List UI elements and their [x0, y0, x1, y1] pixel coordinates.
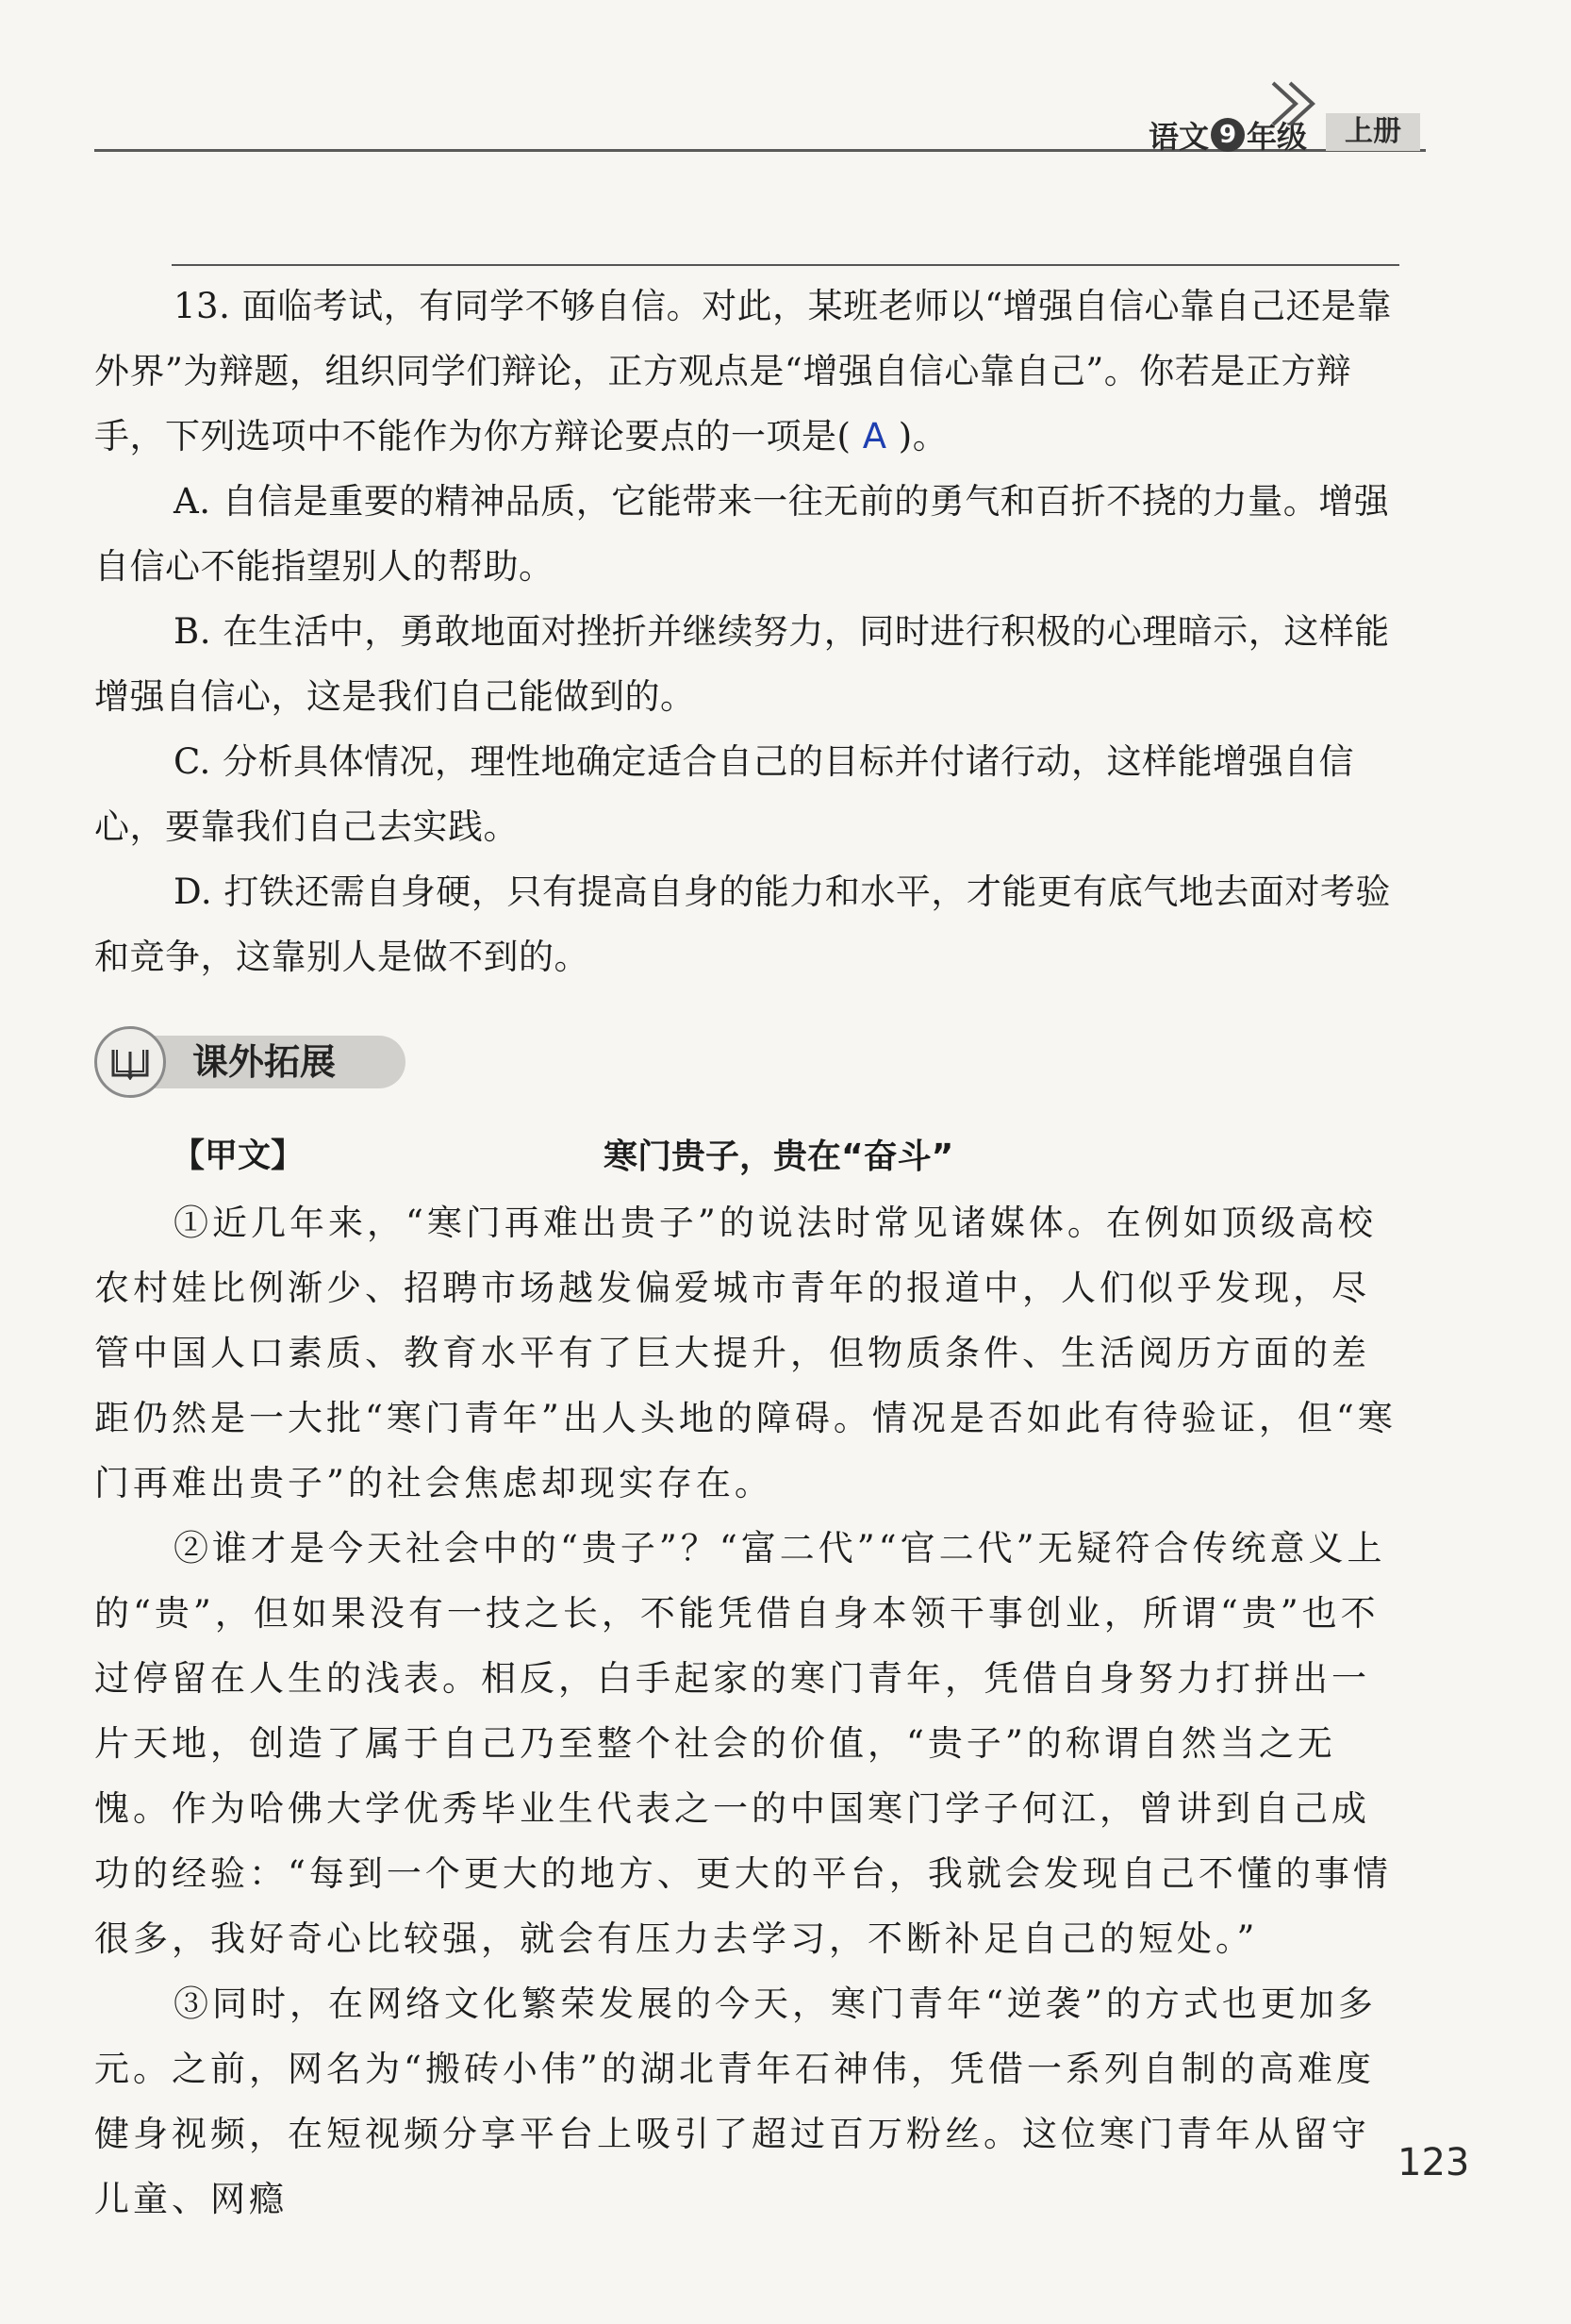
banner-icon-circle [94, 1026, 166, 1098]
page-number: 123 [1397, 2141, 1470, 2184]
text-label: 【甲文】 [172, 1137, 305, 1175]
article-paragraph-1: ①近几年来，“寒门再难出贵子”的说法时常见诸媒体。在例如顶级高校农村娃比例渐少、招聘市场越发偏爱城市青年的报道中，人们似乎发现，尽管中国人口素质、教育水平有了巨大提升，但物质条件、生活阅历方面的差距仍然是一大批“寒门青年”出人头地的障碍。情况是否如此有待验证，但“寒门再难出贵子”的社会焦虑却现实存在。 [94, 1203, 1397, 1503]
question-stem-end: )。 [898, 416, 949, 456]
article-paragraph-3: ③同时，在网络文化繁荣发展的今天，寒门青年“逆袭”的方式也更加多元。之前，网名为“搬砖小伟”的湖北青年石神伟，凭借一系列自制的高难度健身视频，在短视频分享平台上吸引了超过百万粉丝。这位寒门青年从留守儿童、网瘾 [94, 1984, 1377, 2219]
open-book-icon [110, 1044, 150, 1080]
option-d: D. 打铁还需自身硬，只有提高自身的能力和水平，才能更有底气地去面对考验和竞争，这靠别人是做不到的。 [94, 872, 1391, 977]
question-divider [172, 264, 1399, 266]
section-title: 课外拓展 [192, 1041, 337, 1083]
question-stem-text: 13. 面临考试，有同学不够自信。对此，某班老师以“增强自信心靠自己还是靠外界”为辩题，组织同学们辩论，正方观点是“增强自信心靠自己”。你若是正方辩手，下列选项中不能作为你方辩论要点的一项是( [94, 286, 1393, 456]
section-banner [94, 1026, 405, 1098]
grade-number-badge: 9 [1211, 118, 1245, 152]
option-a: A. 自信是重要的精神品质，它能带来一往无前的勇气和百折不挠的力量。增强自信心不能指望别人的帮助。 [94, 481, 1390, 587]
question-13-stem [94, 274, 1399, 469]
volume-label: 上册 [1326, 113, 1420, 151]
article-title: 寒门贵子，贵在“奋斗” [604, 1137, 954, 1176]
subject-label: 语文 [1149, 119, 1210, 155]
option-c: C. 分析具体情况，理性地确定适合自己的目标并付诸行动，这样能增强自信心，要靠我们自己去实践。 [94, 741, 1355, 847]
article-paragraph-2: ②谁才是今天社会中的“贵子”？“富二代”“官二代”无疑符合传统意义上的“贵”，但如果没有一技之长，不能凭借自身本领干事创业，所谓“贵”也不过停留在人生的浅表。相反，白手起家的寒门青年，凭借自身努力打拼出一片天地，创造了属于自己乃至整个社会的价值，“贵子”的称谓自然当之无愧。作为哈佛大学优秀毕业生代表之一的中国寒门学子何江，曾讲到自己成功的经验：“每到一个更大的地方、更大的平台，我就会发现自己不懂的事情很多，我好奇心比较强，就会有压力去学习，不断补足自己的短处。” [94, 1528, 1392, 1959]
page-header [94, 111, 1426, 164]
grade-suffix: 年级 [1247, 119, 1308, 155]
double-chevron-icon [1267, 79, 1326, 136]
filled-answer: A [862, 416, 887, 456]
option-b: B. 在生活中，勇敢地面对挫折并继续努力，同时进行积极的心理暗示，这样能增强自信心，这是我们自己能做到的。 [94, 611, 1390, 717]
